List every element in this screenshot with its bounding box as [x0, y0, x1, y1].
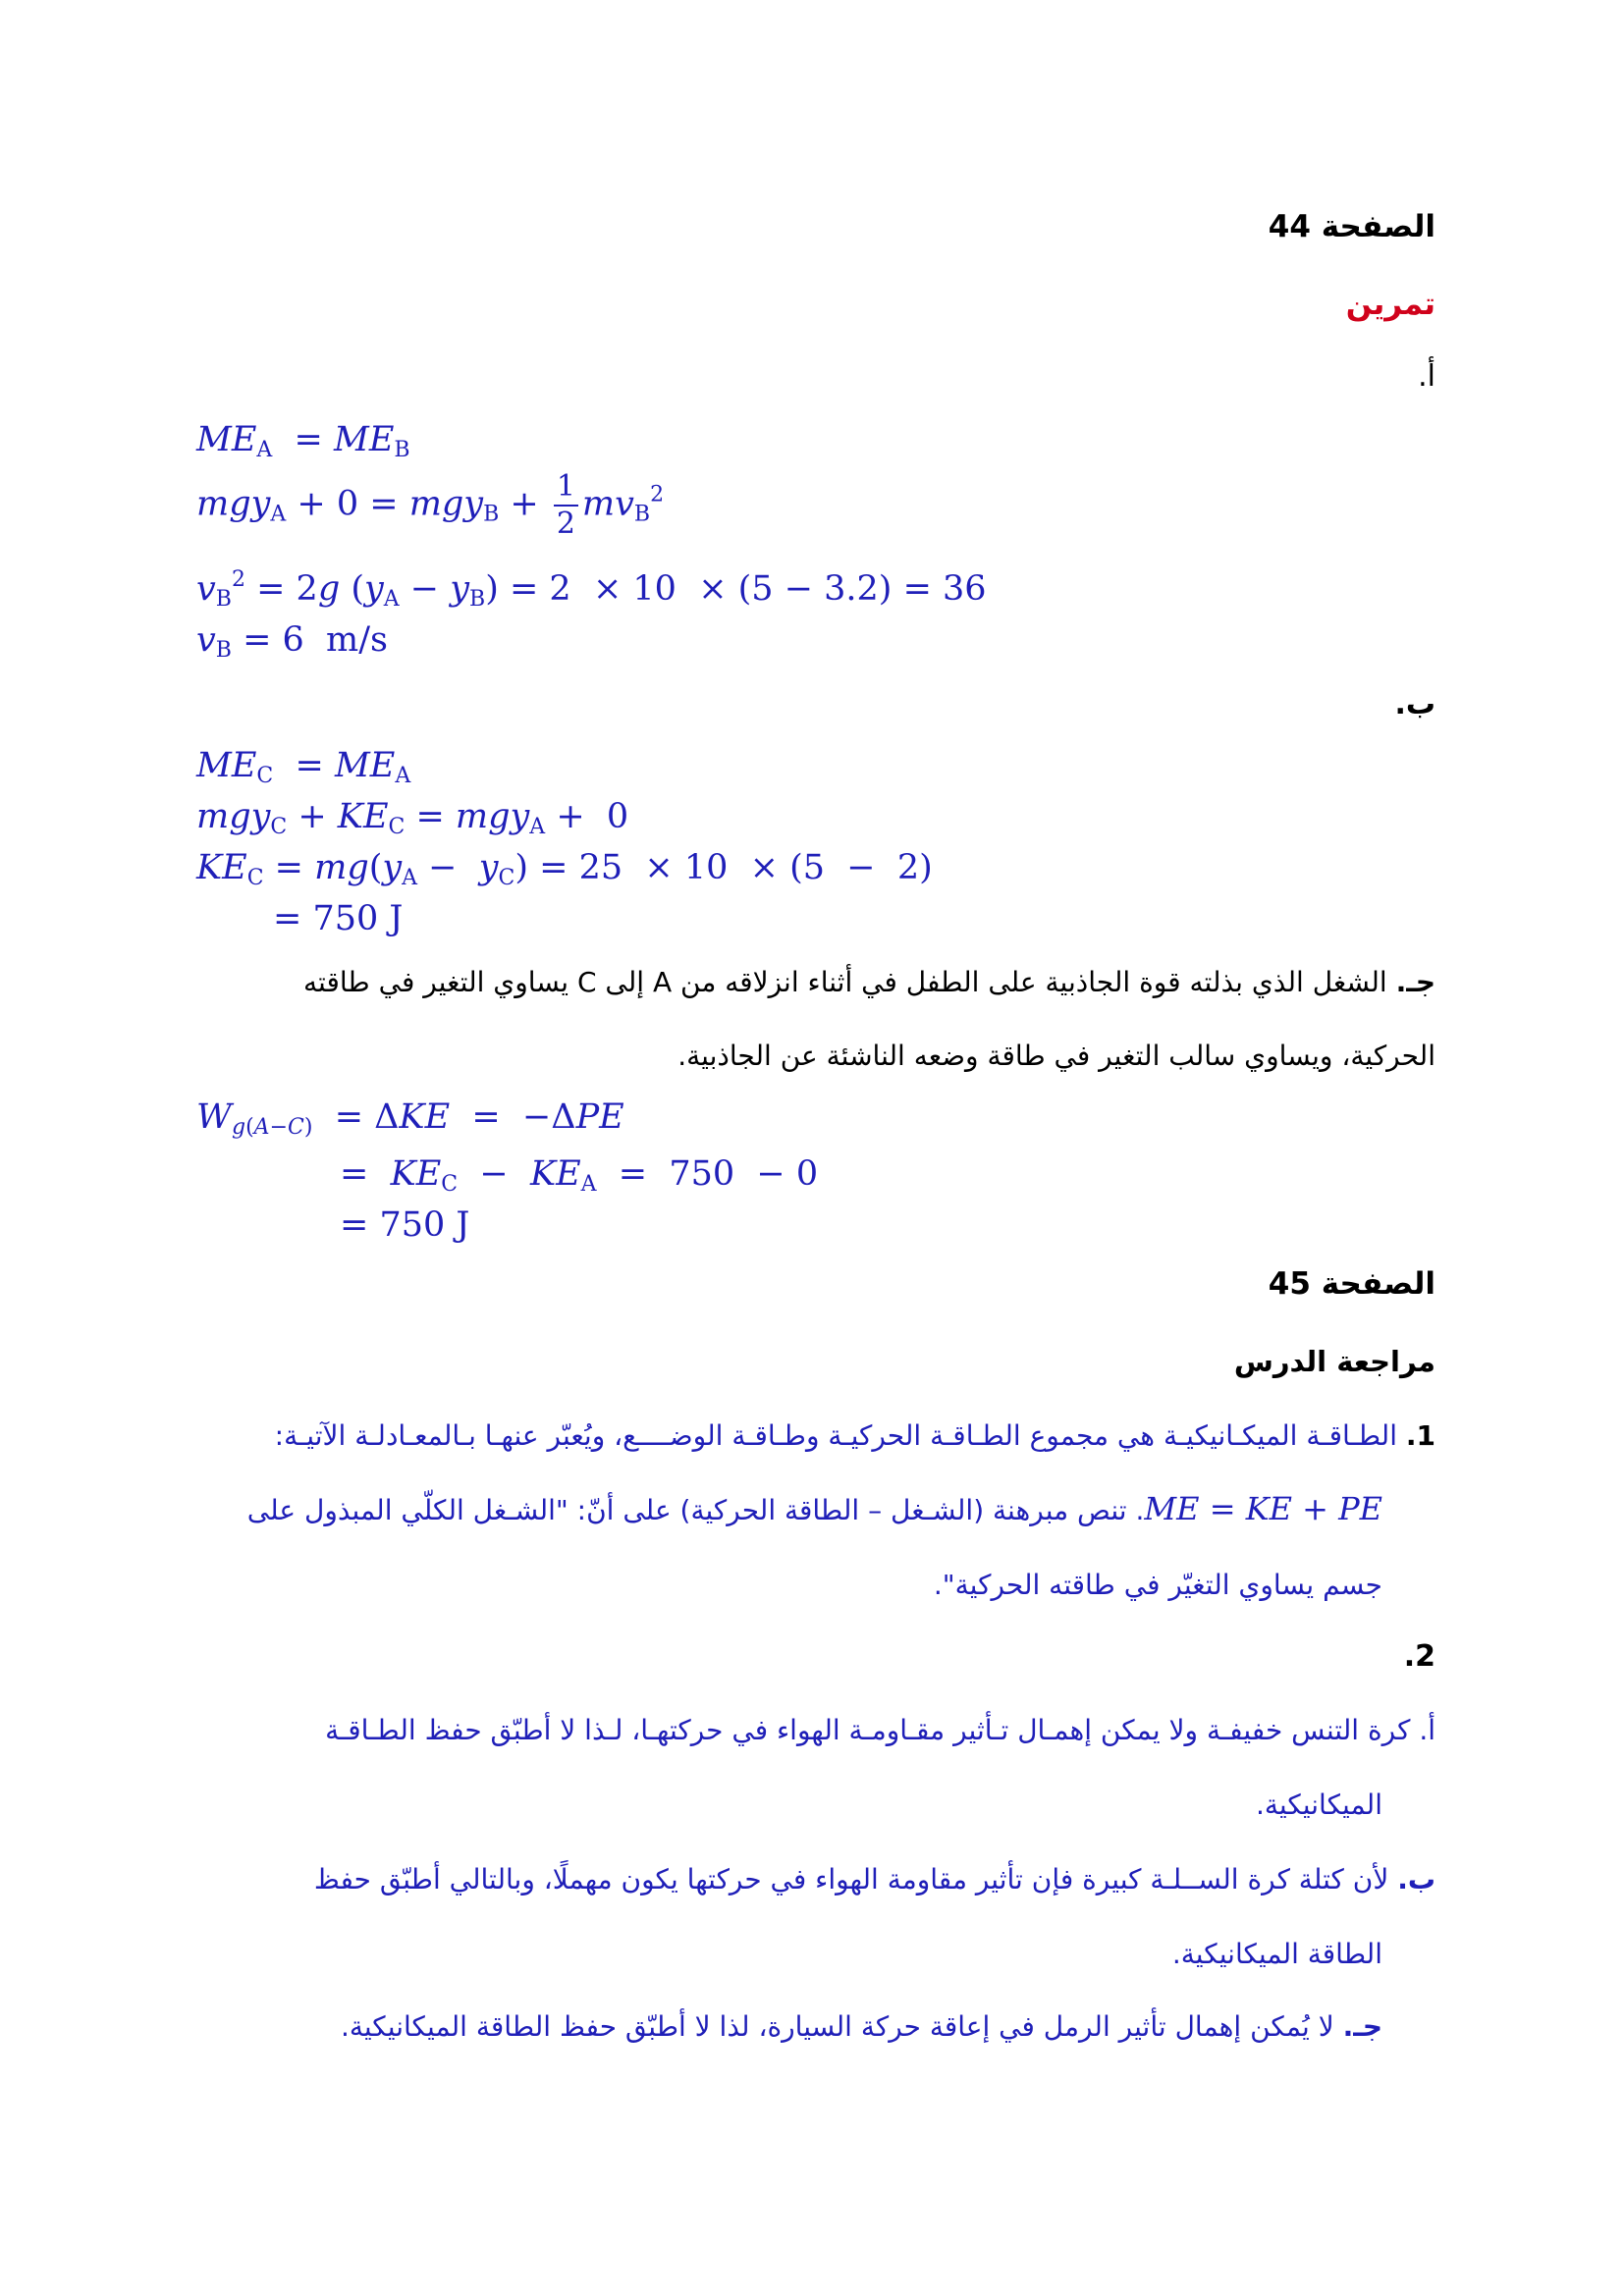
q1-text-2: . تنص مبرهنة (الشـغل – الطاقة الحركية) على أنّ: "الشـغل الكلّي المبذول على — [246, 1494, 1145, 1526]
q2-a-line-2: الميكانيكية. — [1255, 1789, 1382, 1821]
eq-b-1: $ME_C = ME_A$ — [196, 746, 411, 788]
q2-a-line-1 — [325, 1712, 1435, 1749]
eq-a-4: $v_B = 6$ m/s — [196, 620, 388, 663]
eq-c-3: = 750 J — [340, 1205, 470, 1245]
q2-number: .2 — [1403, 1639, 1435, 1674]
page-44-heading: الصفحة 44 — [1268, 209, 1435, 244]
q1-line-3: جسم يساوي التغيّر في طاقته الحركية". — [933, 1569, 1382, 1601]
eq-c-1: $W_{g(A-C)} = \Delta KE = -\Delta PE$ — [196, 1097, 624, 1140]
eq-a-1: $ME_A = ME_B$ — [196, 420, 410, 462]
q2-c-line-1 — [341, 2008, 1382, 2046]
q2-b-line-2: الطاقة الميكانيكية. — [1171, 1938, 1382, 1970]
q2-b-text-1: لأن كتلة كرة الســلـة كبيرة فإن تأثير مقاومة الهواء في حركتها يكون مهملًا، وبالتالي أطبّق حفظ — [313, 1863, 1389, 1896]
eq-b-4: = 750 J — [273, 899, 404, 938]
eq-a-3: $v_B^2 = 2g$ $(y_A - y_B) = 2 \times 10 \times (5 - 3.2) = 36$ — [196, 567, 987, 612]
q2-c-prefix: جـ. — [1342, 2010, 1382, 2043]
q1-text-1: الطـاقـة الميكـانيكيـة هي مجموع الطـاقـة الحركيـة وطـاقـة الوضــــع، ويُعبّر عنهـا بـالمعـادلـة الآتيـة: — [274, 1419, 1397, 1452]
q1-line-2 — [247, 1490, 1382, 1529]
q2-c-text-1: لا يُمكن إهمال تأثير الرمل في إعاقة حركة السيارة، لذا لا أطبّق حفظ الطاقة الميكانيكية. — [340, 2010, 1334, 2043]
eq-a-2: mgy$_A$ + 0 = mgy$_B$ + $\frac{1}{2}$ $mv_B^2$ — [196, 469, 665, 541]
eq-c-2: = $KE_C - KE_A = 750 - 0$ — [340, 1154, 819, 1197]
part-c-prefix: جـ. — [1395, 966, 1435, 998]
q2-b-prefix: ب. — [1397, 1863, 1435, 1896]
part-c-line-1 — [189, 964, 1435, 1001]
q1-number: 1. — [1405, 1419, 1435, 1452]
page-45-heading: الصفحة 45 — [1268, 1266, 1435, 1302]
q1-equation: ME = KE + PE — [1144, 1490, 1382, 1527]
q2-b-line-1 — [314, 1861, 1435, 1898]
part-a-label: أ. — [1418, 359, 1435, 394]
q1-line-1 — [275, 1417, 1435, 1455]
part-c-text-1: الشغل الذي بذلته قوة الجاذبية على الطفل في أثناء انزلاقه من A إلى C يساوي التغير في طاقته — [303, 966, 1387, 998]
part-b-label: ب. — [1394, 687, 1435, 721]
review-label: مراجعة الدرس — [1233, 1345, 1435, 1378]
part-c-line-2: الحركية، ويساوي سالب التغير في طاقة وضعه الناشئة عن الجاذبية. — [677, 1040, 1435, 1072]
q2-a-prefix: أ. — [1419, 1714, 1435, 1746]
q2-a-text-1: كرة التنس خفيفـة ولا يمكن إهمـال تـأثير مقـاومـة الهواء في حركتهـا، لـذا لا أطبّق حفظ الطـاقـة — [325, 1714, 1411, 1746]
exercise-label: تمرين — [1345, 287, 1435, 322]
eq-b-2: $mgy_C + KE_C = mgy_A + 0$ — [196, 797, 629, 839]
eq-b-3: $KE_C = mg(y_A - y_C) = 25 \times 10 \times (5 - 2)$ — [196, 848, 933, 890]
